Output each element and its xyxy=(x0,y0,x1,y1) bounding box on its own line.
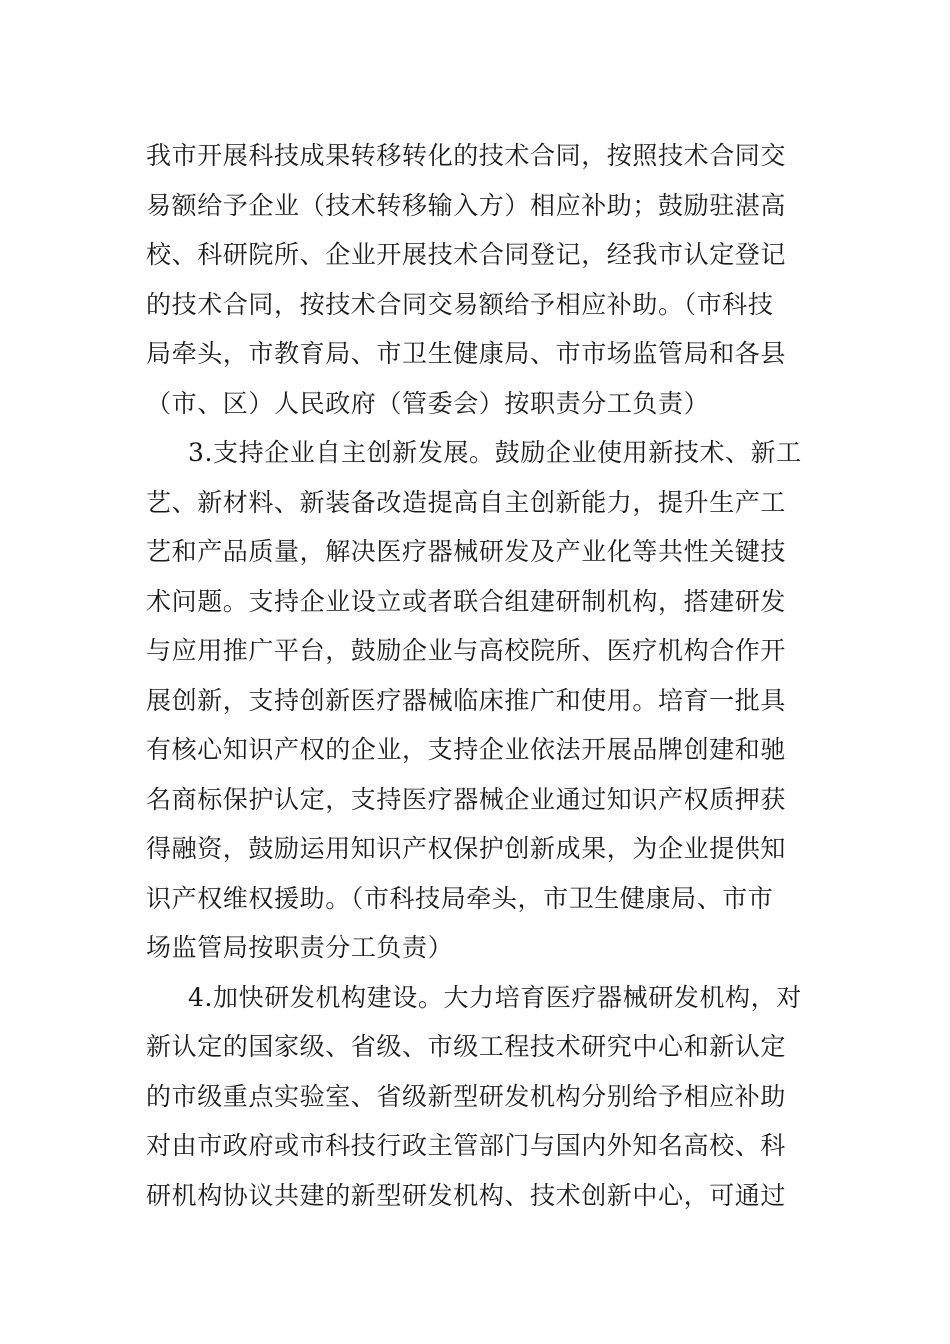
text-line: 我市开展科技成果转移转化的技术合同，按照技术合同交 xyxy=(146,141,787,170)
text-line: 艺和产品质量，解决医疗器械研发及产业化等共性关键技 xyxy=(146,537,787,566)
text-line: 得融资，鼓励运用知识产权保护创新成果，为企业提供知 xyxy=(146,834,787,863)
text-line: 有核心知识产权的企业，支持企业依法开展品牌创建和驰 xyxy=(146,735,787,764)
text-line: 展创新，支持创新医疗器械临床推广和使用。培育一批具 xyxy=(146,685,787,715)
text-line: 新认定的国家级、省级、市级工程技术研究中心和新认定 xyxy=(146,1032,787,1061)
text-line: 场监管局按职责分工负责） xyxy=(146,933,454,962)
paragraph-2-continued xyxy=(146,131,806,428)
text-line: 校、科研院所、企业开展技术合同登记，经我市认定登记 xyxy=(146,240,787,269)
paragraph-heading-line: 4.加快研发机构建设。大力培育医疗器械研发机构，对 xyxy=(188,982,802,1012)
text-line: 的技术合同，按技术合同交易额给予相应补助。（市科技 xyxy=(146,289,774,319)
text-line: 易额给予企业（技术转移输入方）相应补助；鼓励驻湛高 xyxy=(146,190,787,220)
text-line: 对由市政府或市科技行政主管部门与国内外知名高校、科 xyxy=(146,1131,787,1160)
text-line: 与应用推广平台，鼓励企业与高校院所、医疗机构合作开 xyxy=(146,636,787,665)
text-line: 研机构协议共建的新型研发机构、技术创新中心，可通过 xyxy=(146,1180,787,1210)
text-line: 识产权维权援助。（市科技局牵头，市卫生健康局、市市 xyxy=(146,883,774,913)
paragraph-3 xyxy=(146,428,806,973)
document-body xyxy=(146,131,806,1220)
text-line: 艺、新材料、新装备改造提高自主创新能力，提升生产工 xyxy=(146,487,787,517)
paragraph-heading-line: 3.支持企业自主创新发展。鼓励企业使用新技术、新工 xyxy=(188,438,802,467)
text-line: （市、区）人民政府（管委会）按职责分工负责） xyxy=(146,388,710,418)
text-line: 局牵头，市教育局、市卫生健康局、市市场监管局和各县 xyxy=(146,339,787,368)
text-line: 术问题。支持企业设立或者联合组建研制机构，搭建研发 xyxy=(146,586,787,616)
paragraph-4 xyxy=(146,973,806,1221)
text-line: 的市级重点实验室、省级新型研发机构分别给予相应补助 xyxy=(146,1081,787,1111)
text-line: 名商标保护认定，支持医疗器械企业通过知识产权质押获 xyxy=(146,784,787,814)
